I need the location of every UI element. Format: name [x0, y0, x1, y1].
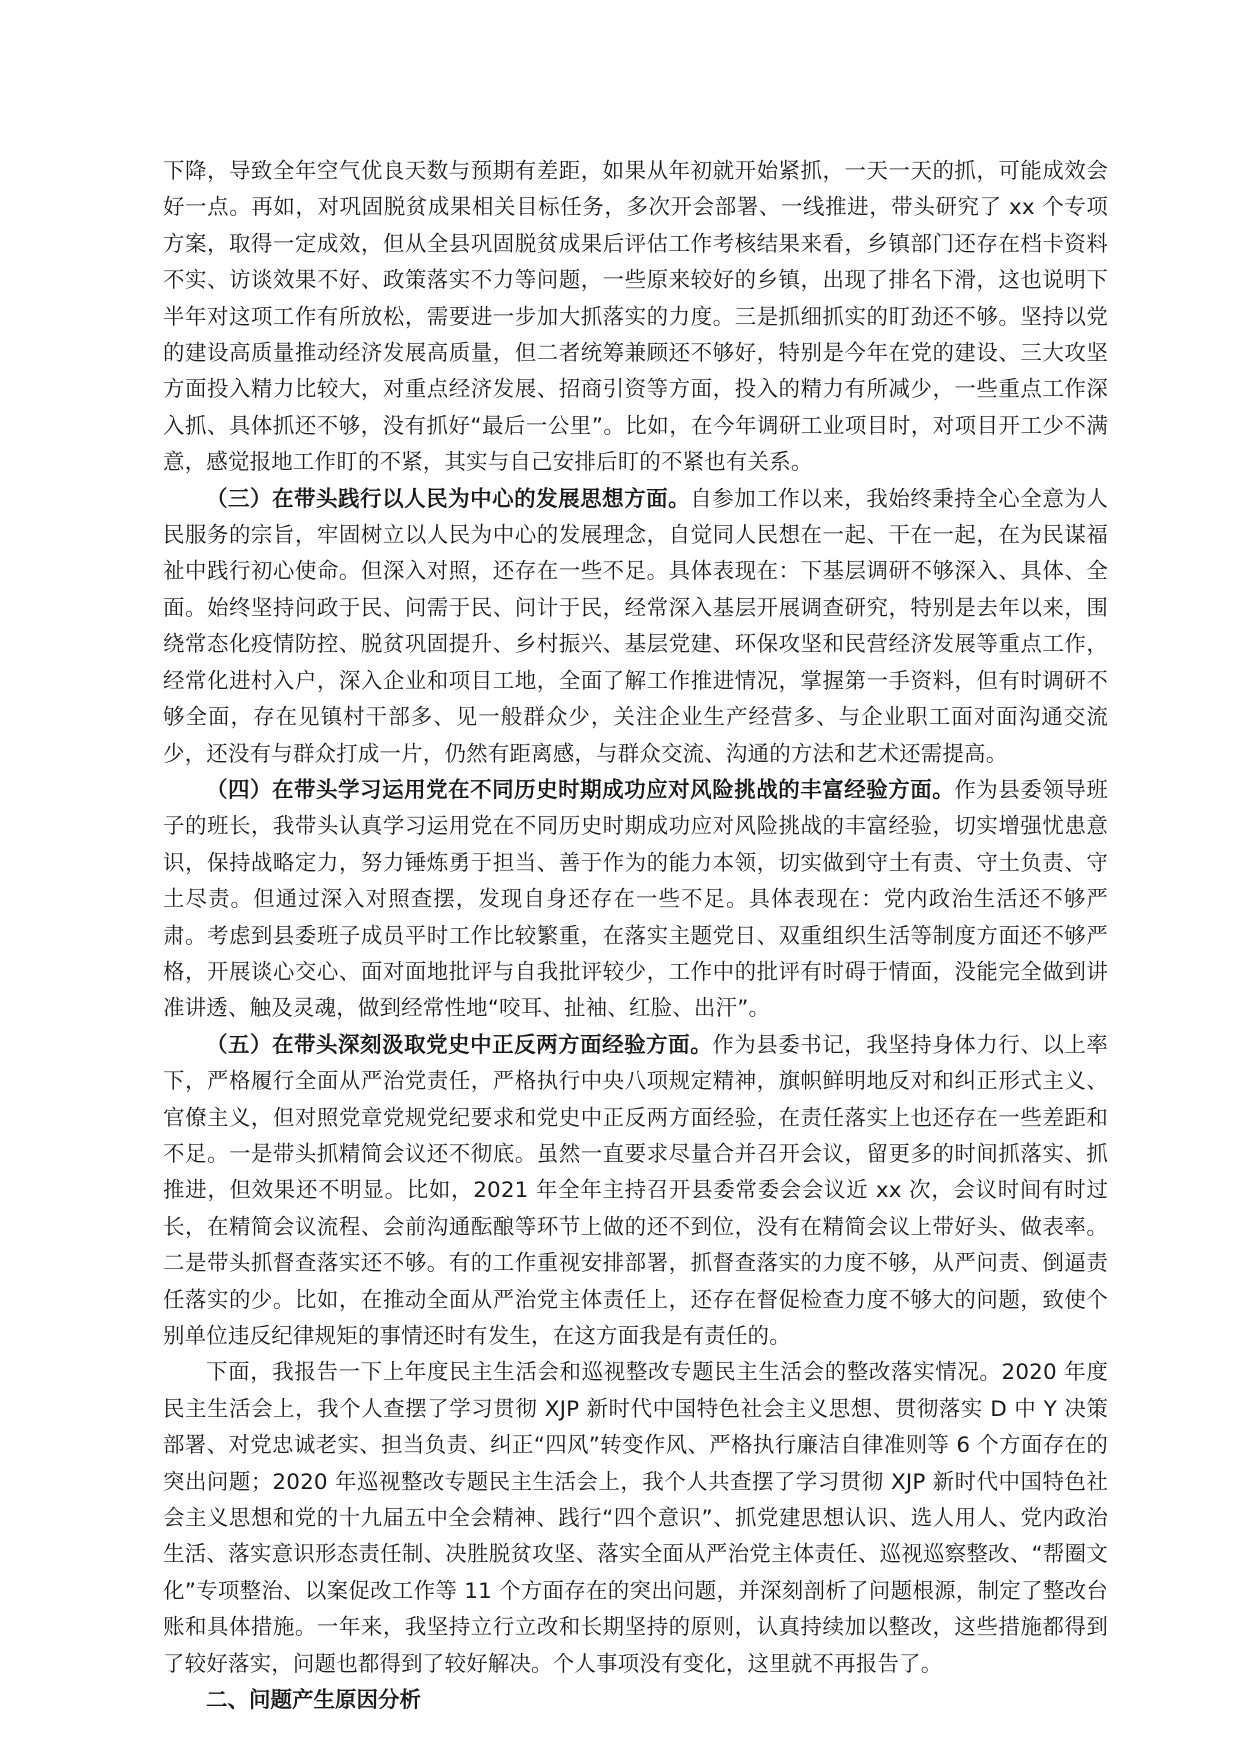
paragraph-lead: （四）在带头学习运用党在不同历史时期成功应对风险挑战的丰富经验方面。	[206, 777, 955, 803]
paragraph-section-5	[163, 1028, 1108, 1356]
paragraph-text: 下面，我报告一下上年度民主生活会和巡视整改专题民主生活会的整改落实情况。2020 年度民主生活会上，我个人查摆了学习贯彻 XJP 新时代中国特色社会主义思想、贯彻落实 D 中 Y 决策部署、对党忠诚老实、担当负责、纠正“四风”转变作风、严格执行廉洁自律准则等 6 个方面存在的突出问题；2020 年巡视整改专题民主生活会上，我个人共查摆了学习贯彻 XJP 新时代中国特色社会主义思想和党的十九届五中全会精神、践行“四个意识”、抓党建思想认识、选人用人、党内政治生活、落实意识形态责任制、决胜脱贫攻坚、落实全面从严治党主体责任、巡视巡察整改、“帮圈文化”专项整治、以案促改工作等 11 个方面存在的突出问题，并深刻剖析了问题根源，制定了整改台账和具体措施。一年来，我坚持立行立改和长期坚持的原则，认真持续加以整改，这些措施都得到了较好落实，问题也都得到了较好解决。个人事项没有变化，这里就不再报告了。	[163, 1360, 1108, 1677]
paragraph-text: 作为县委书记，我坚持身体力行、以上率下，严格履行全面从严治党责任，严格执行中央八项规定精神，旗帜鲜明地反对和纠正形式主义、官僚主义，但对照党章党规党纪要求和党史中正反两方面经验，在责任落实上也还存在一些差距和不足。一是带头抓精简会议还不彻底。虽然一直要求尽量合并召开会议，留更多的时间抓落实、抓推进，但效果还不明显。比如，2021 年全年主持召开县委常委会会议近 xx 次，会议时间有时过长，在精简会议流程、会前沟通酝酿等环节上做的还不到位，没有在精简会议上带好头、做表率。二是带头抓督查落实还不够。有的工作重视安排部署，抓督查落实的力度不够，从严问责、倒逼责任落实的少。比如，在推动全面从严治党主体责任上，还存在督促检查力度不够大的问题，致使个别单位违反纪律规矩的事情还时有发生，在这方面我是有责任的。	[163, 1032, 1109, 1349]
paragraph-text: 下降，导致全年空气优良天数与预期有差距，如果从年初就开始紧抓，一天一天的抓，可能成效会好一点。再如，对巩固脱贫成果相关目标任务，多次开会部署、一线推进，带头研究了 xx 个专项方案，取得一定成效，但从全县巩固脱贫成果后评估工作考核结果来看，乡镇部门还存在档卡资料不实、访谈效果不好、政策落实不力等问题，一些原来较好的乡镇，出现了排名下滑，这也说明下半年对这项工作有所放松，需要进一步加大抓落实的力度。三是抓细抓实的盯劲还不够。坚持以党的建设高质量推动经济发展高质量，但二者统筹兼顾还不够好，特别是今年在党的建设、三大攻坚方面投入精力比较大，对重点经济发展、招商引资等方面，投入的精力有所减少，一些重点工作深入抓、具体抓还不够，没有抓好“最后一公里”。比如，在今年调研工业项目时，对项目开工少不满意，感觉报地工作盯的不紧，其实与自己安排后盯的不紧也有关系。	[163, 159, 1108, 476]
section-heading: 二、问题产生原因分析	[206, 1688, 422, 1714]
paragraph-lead: （三）在带头践行以人民为中心的发展思想方面。	[206, 486, 691, 512]
paragraph-section-4	[163, 773, 1108, 1028]
paragraph-lead: （五）在带头深刻汲取党史中正反两方面经验方面。	[206, 1032, 713, 1058]
paragraph-continuation	[163, 154, 1108, 482]
paragraph-text: 自参加工作以来，我始终秉持全心全意为人民服务的宗旨，牢固树立以人民为中心的发展理念，自觉同人民想在一起、干在一起，在为民谋福祉中践行初心使命。但深入对照，还存在一些不足。具体表现在：下基层调研不够深入、具体、全面。始终坚持问政于民、问需于民、问计于民，经常深入基层开展调查研究，特别是去年以来，围绕常态化疫情防控、脱贫巩固提升、乡村振兴、基层党建、环保攻坚和民营经济发展等重点工作，经常化进村入户，深入企业和项目工地，全面了解工作推进情况，掌握第一手资料，但有时调研不够全面，存在见镇村干部多、见一般群众少，关注企业生产经营多、与企业职工面对面沟通交流少，还没有与群众打成一片，仍然有距离感，与群众交流、沟通的方法和艺术还需提高。	[163, 486, 1108, 767]
paragraph-rectification-report	[163, 1355, 1108, 1683]
document-page	[163, 154, 1108, 1719]
paragraph-text: 作为县委领导班子的班长，我带头认真学习运用党在不同历史时期成功应对风险挑战的丰富经验，切实增强忧患意识，保持战略定力，努力锤炼勇于担当、善于作为的能力本领，切实做到守土有责、守土负责、守土尽责。但通过深入对照查摆，发现自身还存在一些不足。具体表现在：党内政治生活还不够严肃。考虑到县委班子成员平时工作比较繁重，在落实主题党日、双重组织生活等制度方面还不够严格，开展谈心交心、面对面地批评与自我批评较少，工作中的批评有时碍于情面，没能完全做到讲准讲透、触及灵魂，做到经常性地“咬耳、扯袖、红脸、出汗”。	[163, 777, 1108, 1022]
paragraph-section-3	[163, 482, 1108, 773]
